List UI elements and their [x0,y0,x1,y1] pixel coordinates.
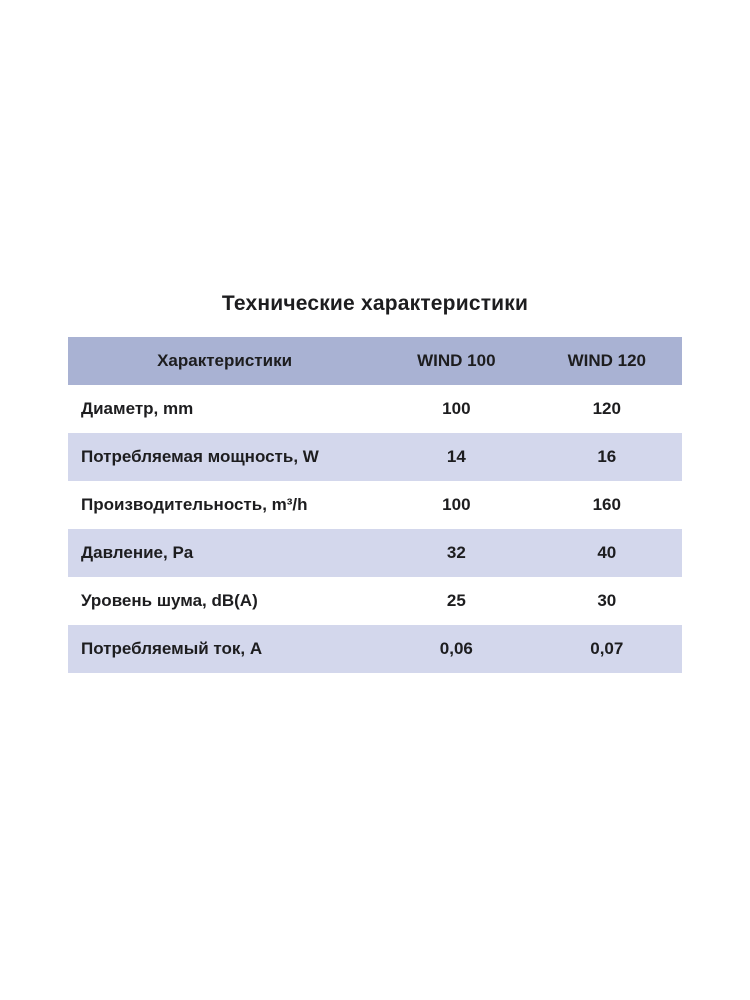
column-header-wind-120: WIND 120 [532,337,682,385]
spec-label: Давление, Pa [68,529,381,577]
spec-value-wind120: 40 [532,529,682,577]
spec-label: Уровень шума, dB(A) [68,577,381,625]
column-header-characteristics: Характеристики [68,337,381,385]
spec-value-wind100: 14 [381,433,531,481]
table-header-row [68,337,682,385]
spec-value-wind120: 120 [532,385,682,433]
spec-value-wind100: 25 [381,577,531,625]
spec-value-wind100: 100 [381,481,531,529]
spec-value-wind100: 32 [381,529,531,577]
spec-value-wind100: 100 [381,385,531,433]
table-row-current [68,625,682,673]
spec-label: Производительность, m³/h [68,481,381,529]
table-row-diameter [68,385,682,433]
spec-value-wind120: 30 [532,577,682,625]
spec-value-wind120: 0,07 [532,625,682,673]
column-header-wind-100: WIND 100 [381,337,531,385]
specs-table [68,337,682,673]
spec-value-wind120: 16 [532,433,682,481]
table-row-noise [68,577,682,625]
table-row-power [68,433,682,481]
table-row-airflow [68,481,682,529]
table-row-pressure [68,529,682,577]
spec-value-wind100: 0,06 [381,625,531,673]
spec-label: Потребляемый ток, A [68,625,381,673]
page-title: Технические характеристики [221,292,529,315]
spec-value-wind120: 160 [532,481,682,529]
spec-label: Диаметр, mm [68,385,381,433]
spec-label: Потребляемая мощность, W [68,433,381,481]
